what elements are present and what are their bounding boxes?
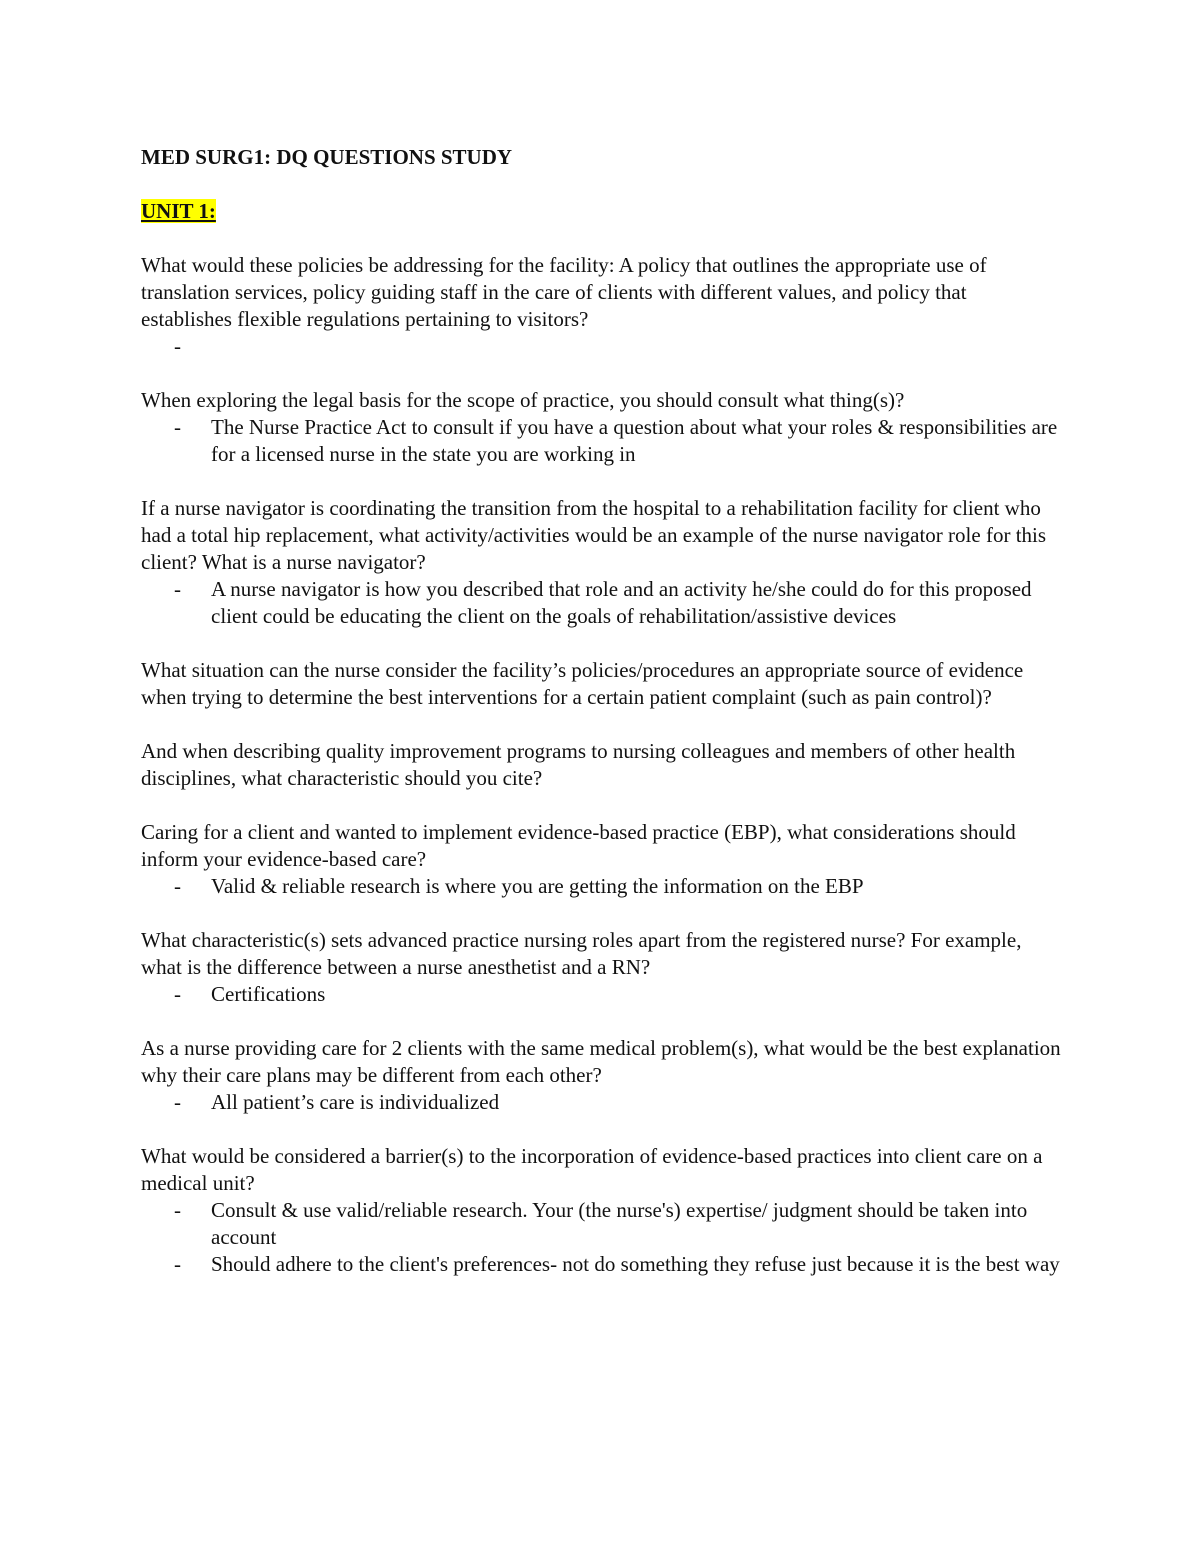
answer-list xyxy=(141,873,1061,900)
answer-item xyxy=(141,576,1061,630)
answer-item xyxy=(141,414,1061,468)
dash-bullet-icon: - xyxy=(174,1090,181,1114)
answer-item xyxy=(141,873,1061,900)
document-body xyxy=(141,144,1061,1278)
question-block xyxy=(141,819,1061,900)
answer-list xyxy=(141,1197,1061,1278)
answer-item xyxy=(141,1251,1061,1278)
answer-list xyxy=(141,981,1061,1008)
document-title: MED SURG1: DQ QUESTIONS STUDY xyxy=(141,145,513,169)
dash-bullet-icon: - xyxy=(174,415,181,439)
answer-item xyxy=(141,1089,1061,1116)
answer-text: All patient’s care is individualized xyxy=(211,1090,500,1114)
question-text: When exploring the legal basis for the scope of practice, you should consult what thing(s)? xyxy=(141,388,905,412)
answer-item xyxy=(141,333,1061,360)
answer-text xyxy=(211,333,1061,360)
unit-heading-highlight: UNIT 1: xyxy=(141,199,216,223)
question-text: What would be considered a barrier(s) to the incorporation of evidence-based practices into client care on a medical unit? xyxy=(141,1144,1043,1195)
dash-bullet-icon: - xyxy=(174,874,181,898)
answer-list xyxy=(141,333,1061,360)
question-block xyxy=(141,495,1061,630)
dash-bullet-icon: - xyxy=(174,1198,181,1222)
question-block xyxy=(141,1035,1061,1116)
answer-text: Should adhere to the client's preferences- not do something they refuse just because it is the best way xyxy=(211,1252,1060,1276)
answer-list xyxy=(141,576,1061,630)
question-block xyxy=(141,387,1061,468)
question-block xyxy=(141,252,1061,360)
answer-text: Certifications xyxy=(211,982,326,1006)
unit-heading xyxy=(141,198,1061,225)
question-list xyxy=(141,252,1061,1278)
question-text: And when describing quality improvement programs to nursing colleagues and members of other health disciplines, what characteristic should you cite? xyxy=(141,739,1016,790)
dash-bullet-icon: - xyxy=(174,982,181,1006)
answer-text: A nurse navigator is how you described that role and an activity he/she could do for this proposed client could be educating the client on the goals of rehabilitation/assistive devices xyxy=(211,577,1032,628)
question-text: If a nurse navigator is coordinating the transition from the hospital to a rehabilitation facility for client who had a total hip replacement, what activity/activities would be an example of the nurse navigator role for this client? What is a nurse navigator? xyxy=(141,496,1047,574)
dash-bullet-icon: - xyxy=(174,577,181,601)
question-block xyxy=(141,1143,1061,1278)
answer-item xyxy=(141,1197,1061,1251)
question-text: What situation can the nurse consider the facility’s policies/procedures an appropriate source of evidence when trying to determine the best interventions for a certain patient complaint (such as pain control)? xyxy=(141,658,1024,709)
dash-bullet-icon: - xyxy=(174,334,181,358)
answer-text: Consult & use valid/reliable research. Your (the nurse's) expertise/ judgment should be taken into account xyxy=(211,1198,1028,1249)
answer-text: The Nurse Practice Act to consult if you have a question about what your roles & responsibilities are for a licensed nurse in the state you are working in xyxy=(211,415,1058,466)
answer-list xyxy=(141,1089,1061,1116)
question-block xyxy=(141,657,1061,711)
answer-text: Valid & reliable research is where you are getting the information on the EBP xyxy=(211,874,864,898)
question-text: As a nurse providing care for 2 clients with the same medical problem(s), what would be the best explanation why their care plans may be different from each other? xyxy=(141,1036,1061,1087)
answer-item xyxy=(141,981,1061,1008)
question-block xyxy=(141,738,1061,792)
question-text: What would these policies be addressing for the facility: A policy that outlines the appropriate use of translation services, policy guiding staff in the care of clients with different values, and policy that establishes flexible regulations pertaining to visitors? xyxy=(141,253,987,331)
question-text: What characteristic(s) sets advanced practice nursing roles apart from the registered nurse? For example, what is the difference between a nurse anesthetist and a RN? xyxy=(141,928,1022,979)
question-text: Caring for a client and wanted to implement evidence-based practice (EBP), what considerations should inform your evidence-based care? xyxy=(141,820,1016,871)
answer-list xyxy=(141,414,1061,468)
dash-bullet-icon: - xyxy=(174,1252,181,1276)
question-block xyxy=(141,927,1061,1008)
